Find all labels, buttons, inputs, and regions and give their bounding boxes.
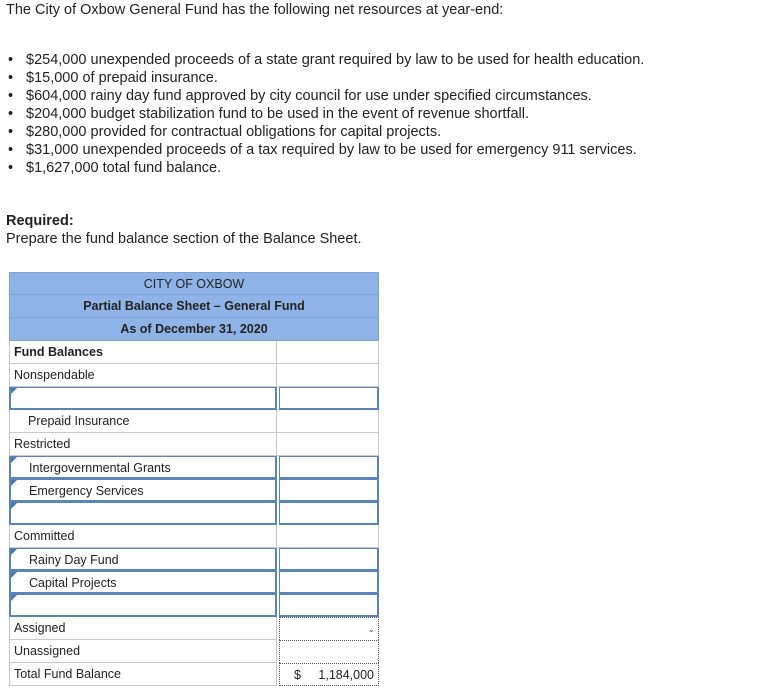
table-row xyxy=(9,456,379,479)
table-row xyxy=(9,341,379,364)
total-amount xyxy=(279,663,379,686)
sheet-date: As of December 31, 2020 xyxy=(9,318,379,341)
fund-balances-label: Fund Balances xyxy=(9,341,277,364)
amount-input[interactable] xyxy=(279,594,379,617)
table-row xyxy=(9,617,379,640)
label-input[interactable] xyxy=(9,502,277,525)
table-row xyxy=(9,410,379,433)
table-row xyxy=(9,571,379,594)
table-row xyxy=(9,594,379,617)
balance-sheet-table xyxy=(9,272,379,686)
list-item: • $1,627,000 total fund balance. xyxy=(6,159,644,177)
capital-projects-label[interactable]: Capital Projects xyxy=(9,571,277,594)
nonspendable-label: Nonspendable xyxy=(9,364,277,387)
list-item: • $31,000 unexpended proceeds of a tax required by law to be used for emergency 911 services. xyxy=(6,141,644,159)
list-item: • $254,000 unexpended proceeds of a state grant required by law to be used for health education. xyxy=(6,51,644,69)
rainy-day-fund-label[interactable]: Rainy Day Fund xyxy=(9,548,277,571)
amount-input[interactable] xyxy=(279,571,379,594)
list-item: • $280,000 provided for contractual obligations for capital projects. xyxy=(6,123,644,141)
table-row xyxy=(9,479,379,502)
amount-cell xyxy=(277,364,379,387)
assigned-label: Assigned xyxy=(9,617,277,640)
chevron-down-icon: ⌄ xyxy=(367,624,375,634)
amount-input[interactable] xyxy=(279,456,379,479)
table-row xyxy=(9,663,379,686)
required-heading: Required: xyxy=(6,213,74,229)
required-text: Prepare the fund balance section of the Balance Sheet. xyxy=(6,231,362,247)
restricted-label: Restricted xyxy=(9,433,277,456)
amount-input[interactable] xyxy=(279,548,379,571)
table-row xyxy=(9,502,379,525)
amount-input[interactable] xyxy=(277,410,379,433)
problem-intro: The City of Oxbow General Fund has the following net resources at year-end: xyxy=(6,2,504,18)
table-row xyxy=(9,364,379,387)
committed-label: Committed xyxy=(9,525,277,548)
currency-symbol: $ xyxy=(294,668,301,682)
sheet-subtitle: Partial Balance Sheet – General Fund xyxy=(9,295,379,318)
label-input[interactable] xyxy=(9,594,277,617)
sheet-title: CITY OF OXBOW xyxy=(9,272,379,295)
table-row xyxy=(9,525,379,548)
prepaid-insurance-label: Prepaid Insurance xyxy=(9,410,277,433)
amount-dropdown[interactable] xyxy=(279,617,379,640)
intergovernmental-grants-label[interactable]: Intergovernmental Grants xyxy=(9,456,277,479)
resource-list xyxy=(6,51,644,177)
amount-cell xyxy=(277,341,379,364)
amount-cell xyxy=(277,433,379,456)
amount-input[interactable] xyxy=(279,640,379,663)
label-input[interactable] xyxy=(9,387,277,410)
list-item: • $204,000 budget stabilization fund to be used in the event of revenue shortfall. xyxy=(6,105,644,123)
table-row xyxy=(9,640,379,663)
emergency-services-label[interactable]: Emergency Services xyxy=(9,479,277,502)
amount-input[interactable] xyxy=(279,387,379,410)
amount-input[interactable] xyxy=(279,479,379,502)
total-value: 1,184,000 xyxy=(318,668,374,682)
table-row xyxy=(9,548,379,571)
list-item: • $604,000 rainy day fund approved by city council for use under specified circumstances. xyxy=(6,87,644,105)
total-fund-balance-label: Total Fund Balance xyxy=(9,663,277,686)
amount-input[interactable] xyxy=(279,502,379,525)
table-row xyxy=(9,433,379,456)
amount-cell xyxy=(277,525,379,548)
table-row xyxy=(9,387,379,410)
unassigned-label: Unassigned xyxy=(9,640,277,663)
list-item: • $15,000 of prepaid insurance. xyxy=(6,69,644,87)
